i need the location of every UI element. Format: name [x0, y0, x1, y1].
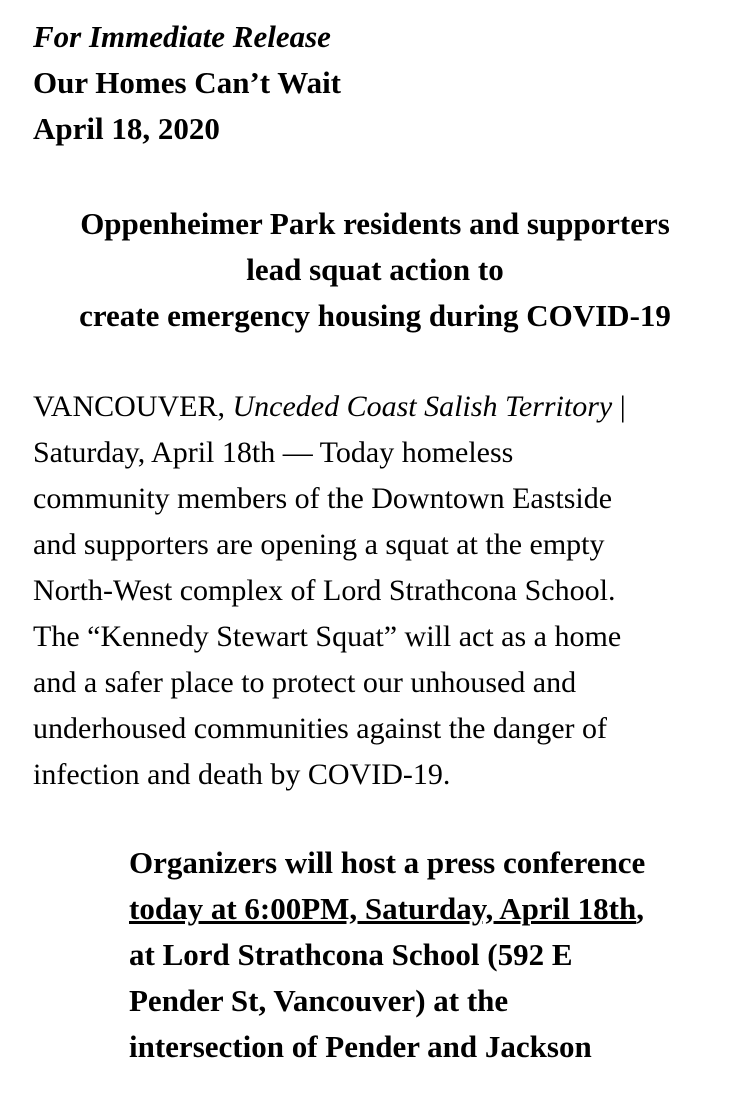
press-line: Pender St, Vancouver) at the — [129, 983, 509, 1018]
headline-line: create emergency housing during COVID-19 — [79, 298, 671, 333]
body-line: and supporters are opening a squat at the empty — [33, 528, 605, 561]
release-date: April 18, 2020 — [33, 111, 220, 146]
dateline — [33, 384, 733, 430]
dateline-territory: Unceded Coast Salish Territory — [232, 390, 613, 423]
release-header — [33, 14, 341, 152]
body-line: and a safer place to protect our unhoused and — [33, 666, 577, 699]
press-time-suffix: , — [636, 891, 644, 926]
body-line: community members of the Downtown Eastside — [33, 482, 613, 515]
headline-line: Oppenheimer Park residents and supporters — [80, 206, 670, 241]
body-line: underhoused communities against the danger of — [33, 712, 608, 745]
press-line: Organizers will host a press conference — [129, 845, 646, 880]
body-line: Saturday, April 18th — Today homeless — [33, 436, 514, 469]
press-line: at Lord Strathcona School (592 E — [129, 937, 573, 972]
headline — [0, 201, 750, 339]
press-time: today at 6:00PM, Saturday, April 18th — [129, 891, 637, 926]
body-line: infection and death by COVID-19. — [33, 758, 451, 791]
body-line: North-West complex of Lord Strathcona School. — [33, 574, 616, 607]
release-label: For Immediate Release — [33, 19, 331, 54]
headline-line: lead squat action to — [246, 252, 504, 287]
press-line: intersection of Pender and Jackson — [129, 1029, 592, 1064]
body-paragraph — [33, 384, 733, 798]
press-time-line — [129, 886, 739, 932]
dateline-city: VANCOUVER, — [33, 390, 233, 423]
organization-name: Our Homes Can’t Wait — [33, 65, 342, 100]
press-conference-notice — [129, 840, 739, 1070]
dateline-separator: | — [612, 390, 626, 423]
body-line: The “Kennedy Stewart Squat” will act as a home — [33, 620, 622, 653]
